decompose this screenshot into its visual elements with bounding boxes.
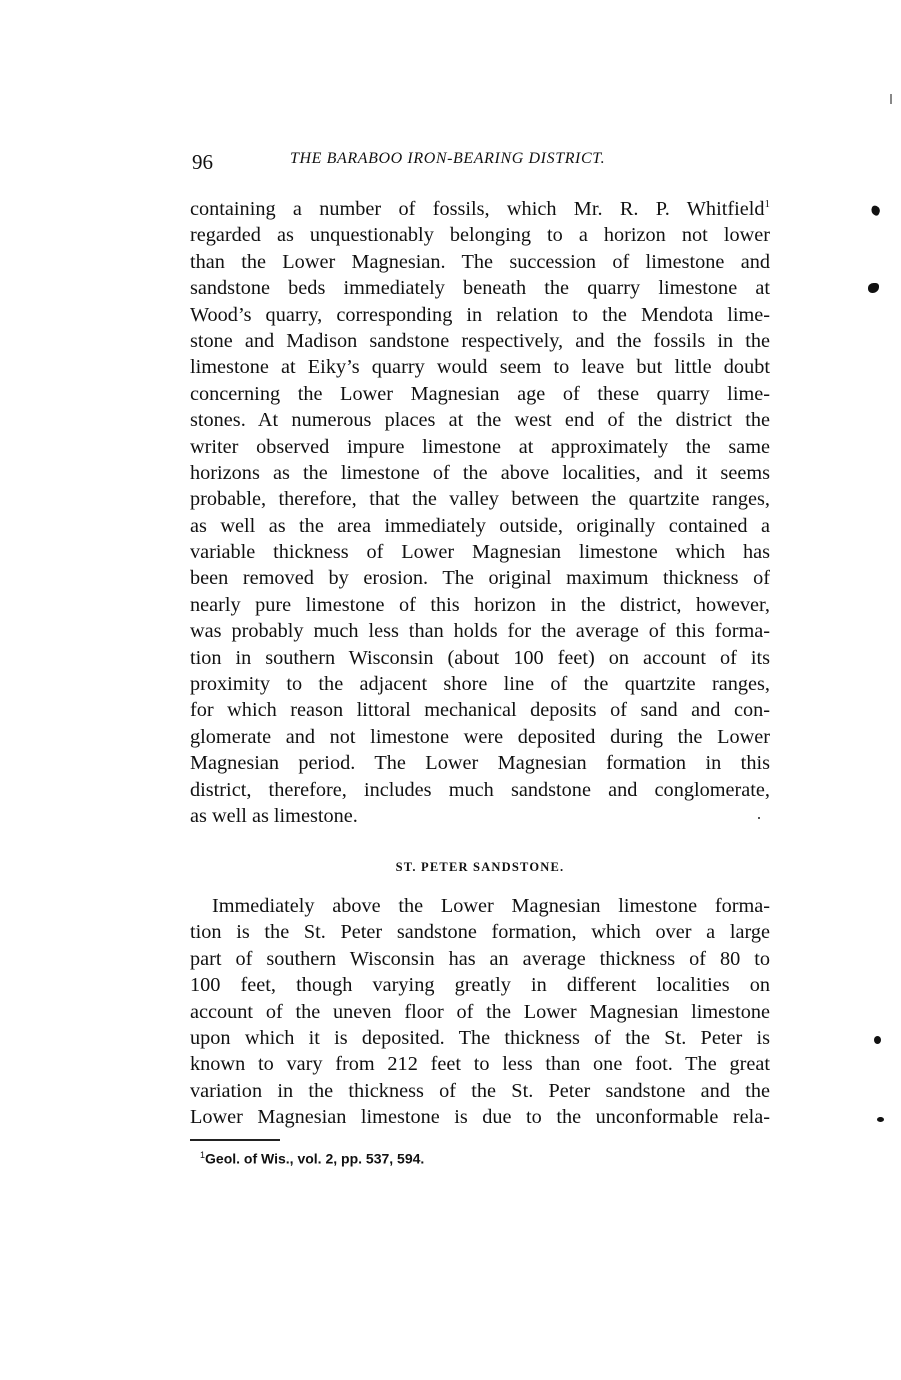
text-line: upon which it is deposited. The thickness of the St. Peter is xyxy=(190,1026,770,1049)
text-line: been removed by erosion. The original maximum thickness of xyxy=(190,567,770,590)
scan-speck xyxy=(868,283,879,293)
text-line: regarded as unquestionably belonging to a horizon not lower xyxy=(190,224,770,247)
text-line: containing a number of fossils, which Mr. R. P. Whitfield$^1$ xyxy=(190,198,770,220)
text-line: sandstone beds immediately beneath the quarry limestone at xyxy=(190,277,770,300)
text-line: stones. At numerous places at the west end of the district the xyxy=(190,409,770,432)
text-line: as well as limestone. xyxy=(190,804,358,827)
body-paragraph-1 xyxy=(190,196,770,829)
footnote-number: 1 xyxy=(200,1150,206,1160)
scan-speck xyxy=(870,205,882,217)
text-line: probable, therefore, that the valley between the quartzite ranges, xyxy=(190,488,770,511)
text-line: tion in southern Wisconsin (about 100 feet) on account of its xyxy=(190,646,770,669)
scan-speck xyxy=(758,817,760,819)
text-line: as well as the area immediately outside, originally contained a xyxy=(190,514,770,537)
scan-speck xyxy=(874,1036,881,1044)
footnote-text: Geol. of Wis., vol. 2, pp. 537, 594. xyxy=(205,1150,425,1167)
text-line: Lower Magnesian limestone is due to the unconformable rela- xyxy=(190,1106,770,1129)
text-line: nearly pure limestone of this horizon in the district, however, xyxy=(190,593,770,616)
text-line: was probably much less than holds for the average of this forma- xyxy=(190,620,770,643)
text-line: glomerate and not limestone were deposited during the Lower xyxy=(190,725,770,748)
footnote-rule xyxy=(190,1139,280,1141)
section-heading: ST. PETER SANDSTONE. xyxy=(395,860,565,874)
text-line: Wood’s quarry, corresponding in relation to the Mendota lime- xyxy=(190,303,770,326)
text-line: limestone at Eiky’s quarry would seem to leave but little doubt xyxy=(190,356,770,379)
text-line: district, therefore, includes much sandstone and conglomerate, xyxy=(190,778,770,801)
scan-speck xyxy=(877,1117,884,1122)
running-head: THE BARABOO IRON-BEARING DISTRICT. xyxy=(290,150,606,167)
text-line: known to vary from 212 feet to less than one foot. The great xyxy=(190,1053,770,1076)
text-line: horizons as the limestone of the above localities, and it seems xyxy=(190,461,770,484)
text-line: writer observed impure limestone at approximately the same xyxy=(190,435,770,458)
text-line: variation in the thickness of the St. Peter sandstone and the xyxy=(190,1079,770,1102)
footnote-marker: 1 xyxy=(764,198,770,211)
text-line: for which reason littoral mechanical deposits of sand and con- xyxy=(190,699,770,722)
body-paragraph-2 xyxy=(190,893,770,1131)
text-line: Immediately above the Lower Magnesian limestone forma- xyxy=(212,895,770,917)
footnote xyxy=(200,1150,424,1167)
text-line: proximity to the adjacent shore line of the quartzite ranges, xyxy=(190,673,770,696)
text-line: Magnesian period. The Lower Magnesian formation in this xyxy=(190,752,770,775)
text-line: stone and Madison sandstone respectively, and the fossils in the xyxy=(190,329,770,352)
text-line: part of southern Wisconsin has an average thickness of 80 to xyxy=(190,947,770,970)
scan-speck xyxy=(890,94,892,104)
text-line: than the Lower Magnesian. The succession of limestone and xyxy=(190,250,770,273)
text-line: account of the uneven floor of the Lower Magnesian limestone xyxy=(190,1000,770,1023)
text-line: concerning the Lower Magnesian age of these quarry lime- xyxy=(190,382,770,405)
text-line: variable thickness of Lower Magnesian limestone which has xyxy=(190,541,770,564)
text-line: 100 feet, though varying greatly in different localities on xyxy=(190,974,770,997)
page-number: 96 xyxy=(192,150,213,174)
text-line: tion is the St. Peter sandstone formation, which over a large xyxy=(190,921,770,944)
